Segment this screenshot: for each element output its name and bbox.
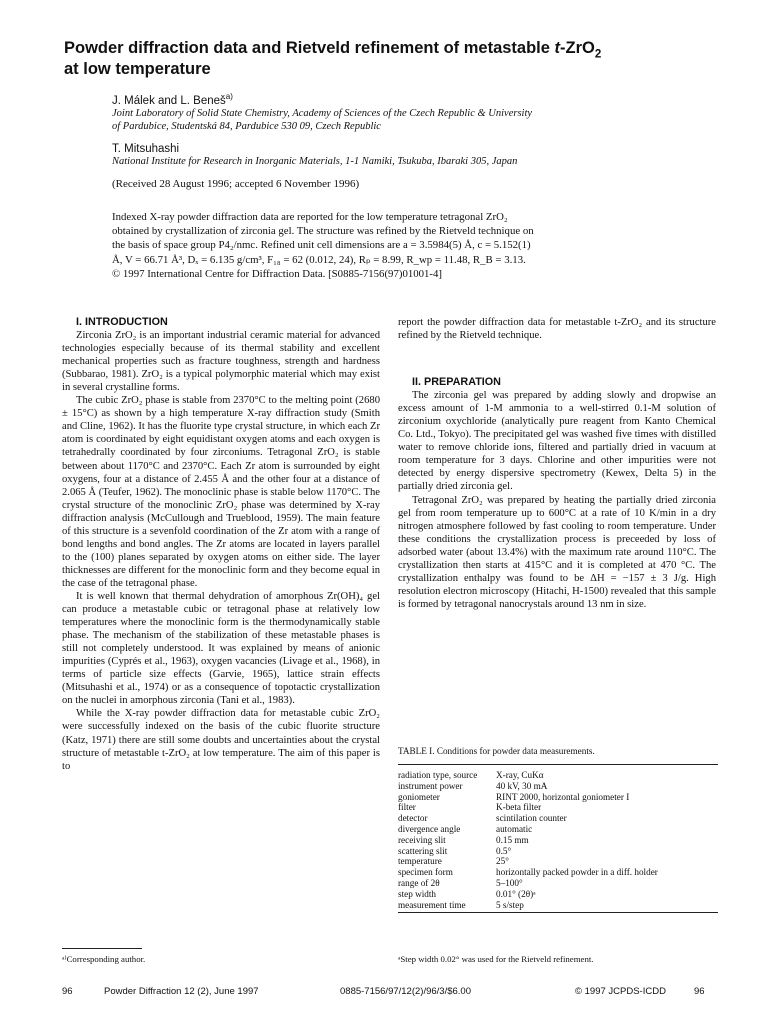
table-cell-label: detector (398, 813, 428, 824)
left-column (62, 316, 380, 773)
table-cell-value: 25° (496, 856, 509, 867)
abstract-line: Indexed X-ray powder diffraction data are reported for the low temperature tetragonal ZrO₂ (112, 211, 508, 223)
table-row (398, 846, 718, 857)
table-cell-label: specimen form (398, 867, 453, 878)
author-mark: a) (225, 92, 233, 102)
table-cell-label: divergence angle (398, 823, 461, 834)
page-number-right: 96 (694, 986, 705, 997)
body-paragraph: It is well known that thermal dehydration of amorphous Zr(OH)₄ gel can produce a metastable cubic or tetragonal phase at relatively low temperatures where the monoclinic form is the thermodynamically stable phase. The mechanism of the stabilization of these metastable phases is still not completely understood. It was explained by means of anionic impurities (Cyprés et al., 1963), oxygen vacancies (Livage et al., 1968), in terms of particle size effects (Garvie, 1965), lattice strain effects (Mitsuhashi et al., 1974) or as a consequence of topotactic crystallization on the nuclei in amorphous zirconia (Tani et al., 1983). (62, 590, 380, 707)
table-cell-label: filter (398, 802, 416, 813)
body-paragraph: Tetragonal ZrO₂ was prepared by heating the partially dried zirconia gel from room temperature up to 600°C at a rate of 10 K/min in a dry nitrogen atmosphere followed by fast cooling to room temperature. Under these conditions the crystallization process is preceeded by loss of adsorbed water (about 13.4%) with the maximum rate around 110°C. The crystallization then starts at 415°C and it is completed at 470 °C. The crystallization enthalpy was found to be ΔH = −157 ± 3 J/g. High resolution electron microscopy (Hitachi, H-1500) revealed that this sample is formed by tetragonal nanocrystals around 13 nm in size. (398, 494, 716, 610)
title-line2: at low temperature (64, 60, 211, 78)
section-heading-introduction: I. INTRODUCTION (76, 316, 168, 328)
table-row (398, 781, 718, 792)
table-cell-label: step width (398, 888, 437, 899)
table-footnote: ᵃStep width 0.02° was used for the Rietveld refinement. (398, 954, 594, 964)
affiliation: of Pardubice, Studentská 84, Pardubice 530 09, Czech Republic (112, 120, 381, 132)
title-phase: t (554, 39, 561, 57)
footer-copyright: © 1997 JCPDS-ICDD (575, 986, 666, 997)
table-row (398, 813, 718, 824)
table-row (398, 867, 718, 878)
table-cell-label: radiation type, source (398, 770, 478, 780)
table-cell-label: instrument power (398, 780, 463, 791)
author-group-2 (112, 142, 712, 169)
affiliation: Joint Laboratory of Solid State Chemistry, Academy of Sciences of the Czech Republic & University (112, 108, 533, 119)
corresponding-author-footnote: ᵃ⁾Corresponding author. (62, 954, 146, 964)
footnote-rule (62, 948, 142, 949)
table-row (398, 835, 718, 846)
body-paragraph: The cubic ZrO₂ phase is stable from 2370°C to the melting point (2680 ± 15°C) as shown by a high temperature X-ray diffraction study (Smith and Cline, 1962). It has the fluorite type crystal structure, in which each Zr atom is coordinated by eight equidistant oxygen atoms and each oxygen is tetrahedrally coordinated by four zirconiums. Tetragonal ZrO₂ is stable between about 1170°C and 2370°C. Each Zr atom is surrounded by eight oxygens, four at a distance of 2.455 Å and the other four at a distance of 2.065 Å (Teufer, 1962). The monoclinic phase is stable below 1170°C. The crystal structure of the monoclinic ZrO₂ phase was determined by X-ray diffraction analysis (McCullough and Trueblood, 1959). The main feature of this structure is a sevenfold coordination of the Zr atom with a range of bond lengths and bond angles. The Zr atoms are located in layers parallel to the (100) planes separated by oxygen atoms on either side. The layer thicknesses are different for the monoclinic form and they become equal in the case of the tetragonal phase. (62, 395, 380, 589)
table-cell-value: K-beta filter (496, 802, 542, 813)
table-cell-label: goniometer (398, 791, 440, 802)
table-cell-value: 40 kV, 30 mA (496, 780, 548, 791)
body-paragraph: The zirconia gel was prepared by adding slowly and dropwise an excess amount of 1-M ammonia to a well-stirred 0.1-M solution of zirconium oxychloride (analytically pure reagent from Kanto Chemical Co. Ltd., Tokyo). The precipitated gel was washed five times with distilled water to remove chloride ions, filtered and partially dried in vacuum at room temperature for 3 days. Chlorine and other impurities were not detected by energy dispersive spectrometry (Kewex, Delta 5) in the partially dried zirconia gel. (398, 390, 716, 493)
article-title (64, 38, 714, 80)
article-code: 0885-7156/97/12(2)/96/3/$6.00 (340, 986, 471, 997)
table-cell-label: receiving slit (398, 834, 446, 845)
table-cell-value: horizontally packed powder in a diff. holder (496, 867, 658, 878)
table-cell-value: X-ray, CuKα (496, 770, 544, 780)
table-cell-label: temperature (398, 856, 442, 867)
table-body (398, 770, 718, 910)
abstract (112, 210, 715, 281)
body-paragraph: report the powder diffraction data for metastable t-ZrO₂ and its structure refined by the Rietveld technique. (398, 317, 716, 342)
journal-citation: Powder Diffraction 12 (2), June 1997 (104, 986, 259, 997)
table-cell-value: 5 s/step (496, 899, 524, 910)
affiliation: National Institute for Research in Inorganic Materials, 1-1 Namiki, Tsukuba, Ibaraki 305, Japan (112, 156, 518, 167)
title-subscript: 2 (594, 48, 602, 61)
author-names: J. Málek and L. Beneš (112, 95, 226, 107)
table-row (398, 770, 718, 781)
table-cell-label: measurement time (398, 899, 466, 910)
table-row (398, 856, 718, 867)
table-cell-value: 0.01° (2θ)ᵃ (496, 888, 536, 899)
author-names: T. Mitsuhashi (112, 143, 180, 155)
table-row (398, 802, 718, 813)
table-cell-label: range of 2θ (398, 877, 440, 888)
conditions-table (398, 764, 718, 913)
table-caption: TABLE I. Conditions for powder data measurements. (398, 746, 595, 756)
title-line1: Powder diffraction data and Rietveld refinement of metastable (64, 39, 555, 57)
title-compound: -ZrO (560, 39, 595, 57)
abstract-line: Å, V = 66.71 Å³, Dₓ = 6.135 g/cm³, F₁₈ = 62 (0.012, 24), Rₚ = 8.99, R_wp = 11.48, R_B = 3.13. (112, 253, 526, 266)
table-cell-value: automatic (496, 823, 533, 834)
table-cell-value: RINT 2000, horizontal goniometer I (496, 791, 630, 802)
table-cell-value: 0.5° (496, 845, 512, 856)
abstract-line: the basis of space group P4₂/nmc. Refined unit cell dimensions are a = 3.5984(5) Å, c = 5.152(1) (112, 239, 531, 252)
table-cell-value: 5–100° (496, 877, 523, 888)
table-row (398, 900, 718, 911)
received-dates: (Received 28 August 1996; accepted 6 November 1996) (112, 178, 360, 190)
body-paragraph: Zirconia ZrO₂ is an important industrial ceramic material for advanced technologies especially because of its thermal stability and excellent mechanical properties such as fracture toughness, strength and hardness (Subbarao, 1981). ZrO₂ is a typical polymorphic material which may exist in several crystalline forms. (62, 330, 380, 394)
table-row (398, 889, 718, 900)
body-paragraph: While the X-ray powder diffraction data for metastable cubic ZrO₂ were successfully indexed on the basis of the cubic fluorite structure (Katz, 1971) there are still some doubts and uncertainties about the crystal structure of metastable t-ZrO₂ at low temperature. The aim of this paper is to (62, 708, 380, 772)
table-row (398, 824, 718, 835)
section-heading-preparation: II. PREPARATION (412, 376, 501, 389)
abstract-line: © 1997 International Centre for Diffraction Data. [S0885-7156(97)01001-4] (112, 267, 443, 280)
table-row (398, 792, 718, 803)
right-column (398, 316, 716, 611)
table-cell-label: scattering slit (398, 845, 448, 856)
author-group-1 (112, 94, 712, 133)
table-cell-value: 0.15 mm (496, 834, 529, 845)
table-cell-value: scintilation counter (496, 813, 567, 824)
table-row (398, 878, 718, 889)
page-number-left: 96 (62, 986, 73, 997)
abstract-line: obtained by crystallization of zirconia gel. The structure was refined by the Rietveld technique on (112, 225, 534, 238)
